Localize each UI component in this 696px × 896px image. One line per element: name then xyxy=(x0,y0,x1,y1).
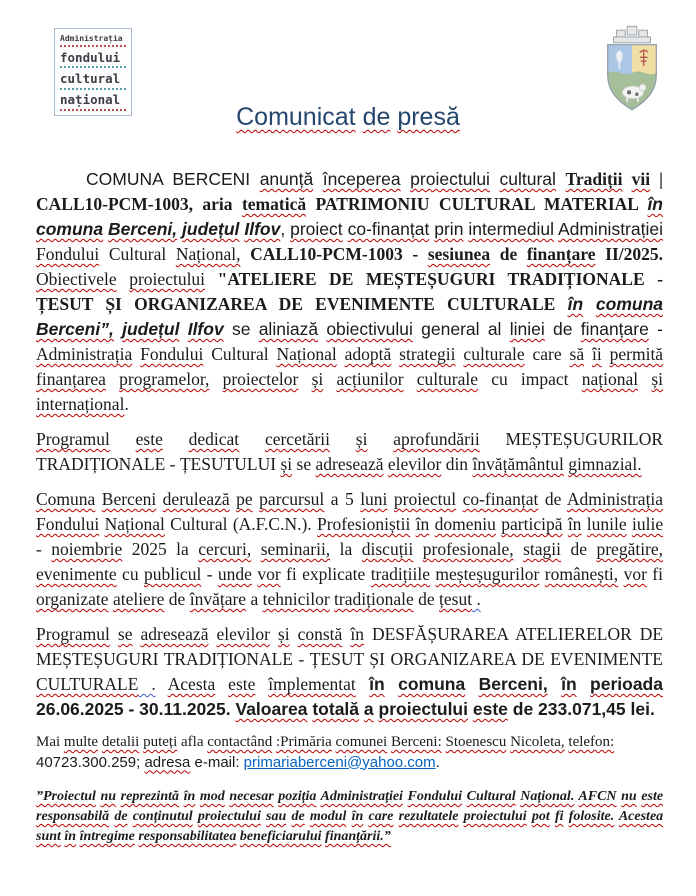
text-run: COMUNA BERCENI xyxy=(86,169,260,189)
text-run: în xyxy=(351,809,364,824)
text-run xyxy=(290,624,298,644)
text-run: cu impact xyxy=(477,369,582,389)
text-run xyxy=(117,269,130,289)
text-run: . xyxy=(124,394,129,414)
text-run xyxy=(602,344,610,364)
paragraph-valoare xyxy=(36,622,663,722)
text-run: țesut xyxy=(439,589,473,609)
text-run: proiectului xyxy=(378,699,468,719)
text-run: co-finanțat xyxy=(347,219,430,239)
text-run: care xyxy=(368,809,394,824)
text-run: în xyxy=(647,194,663,214)
text-run: este xyxy=(228,674,256,694)
text-run: organizate xyxy=(36,589,109,609)
text-run: meșteșugurilor xyxy=(435,564,540,584)
text-run xyxy=(413,539,422,559)
text-run: - xyxy=(201,564,218,584)
text-run: Cultural xyxy=(203,344,277,364)
text-run: Programul xyxy=(36,624,110,644)
text-run: Stoenescu xyxy=(445,734,507,750)
text-run xyxy=(114,319,122,339)
text-run: se xyxy=(117,624,133,644)
text-run xyxy=(179,319,187,339)
text-run: evenimente xyxy=(36,564,117,584)
text-run xyxy=(215,674,228,694)
text-run: Berceni: xyxy=(390,734,442,750)
text-run: - xyxy=(402,244,428,264)
text-run: adresează xyxy=(315,454,384,474)
text-run: Fondului xyxy=(407,789,463,804)
text-run: pe xyxy=(236,489,253,509)
text-run: seminarii, xyxy=(260,539,331,559)
text-run: județul xyxy=(122,319,180,339)
text-run xyxy=(270,624,278,644)
text-run: gimnazial. xyxy=(568,454,642,474)
text-run: totală xyxy=(312,699,360,719)
text-run: telefon: xyxy=(568,734,615,750)
text-run xyxy=(337,344,345,364)
text-run: profesionale, xyxy=(422,539,514,559)
text-run: de xyxy=(413,589,440,609)
text-run xyxy=(313,169,323,189)
text-run: modul xyxy=(309,809,347,824)
text-run: proiectului xyxy=(129,269,206,289)
text-run: de xyxy=(114,809,128,824)
text-run xyxy=(584,344,592,364)
text-run xyxy=(240,244,250,264)
text-run xyxy=(623,169,632,189)
afcn-logo-line: fondului xyxy=(60,52,126,69)
text-run: proiectul xyxy=(393,489,457,509)
text-run: învățământul xyxy=(472,454,564,474)
text-run: strategii xyxy=(399,344,456,364)
text-run xyxy=(385,674,398,694)
document-body xyxy=(36,167,663,857)
text-run: de xyxy=(561,539,597,559)
text-run: PATRIMONIU CULTURAL MATERIAL xyxy=(306,194,648,214)
text-run: liniei xyxy=(509,319,545,339)
afcn-logo-line: național xyxy=(60,94,126,111)
text-run xyxy=(638,369,651,389)
text-run xyxy=(391,344,399,364)
text-run: . xyxy=(472,589,481,609)
text-run: împlementat xyxy=(268,674,356,694)
afcn-logo-line: cultural xyxy=(60,73,126,90)
text-run: Berceni, xyxy=(478,674,548,694)
text-run: Nicoleta, xyxy=(510,734,565,750)
text-run xyxy=(577,674,590,694)
text-run: DESFĂȘURAREA ATELIERELOR DE MEȘTEȘUGURI TRADIȚIONALE - ȚESUT ȘI ORGANIZAREA DE EVENIMENTE xyxy=(36,624,664,669)
text-run: co-finanțat xyxy=(462,489,539,509)
text-run: Mai xyxy=(36,734,64,750)
text-run: învățare xyxy=(189,589,247,609)
text-run: fi xyxy=(554,809,564,824)
text-run: de xyxy=(544,319,581,339)
text-run: Comuna xyxy=(36,489,96,509)
text-run: a 5 xyxy=(324,489,361,509)
text-run: adoptă xyxy=(344,344,392,364)
text-run: general al xyxy=(412,319,510,339)
text-run: cu xyxy=(116,564,144,584)
text-run: a xyxy=(246,589,263,609)
text-run: la xyxy=(330,539,362,559)
text-run: vor xyxy=(257,564,281,584)
document-title xyxy=(0,103,696,132)
text-run: proiectului xyxy=(463,809,527,824)
paragraph-intro xyxy=(36,167,663,417)
text-run: Profesioniștii xyxy=(317,514,411,534)
text-run: puteți xyxy=(143,734,178,750)
text-run: în xyxy=(350,624,364,644)
text-run: Comunicat xyxy=(236,103,356,131)
text-run: Berceni xyxy=(101,489,157,509)
text-run xyxy=(110,624,118,644)
text-run: internațional xyxy=(36,394,125,414)
text-run: tehnicilor xyxy=(262,589,330,609)
text-run: comunei xyxy=(335,734,388,750)
text-run: permită xyxy=(609,344,664,364)
text-run: . xyxy=(435,753,440,771)
text-run: CALL10-PCM-1003 xyxy=(250,244,403,264)
text-run: unde xyxy=(217,564,252,584)
text-run xyxy=(465,674,478,694)
text-run xyxy=(163,429,189,449)
text-run: Acesta xyxy=(167,674,216,694)
text-run: CULTURALE xyxy=(36,674,139,694)
text-run: Cultural xyxy=(466,789,516,804)
text-run: 26.06.2025 - 30.11.2025. xyxy=(36,699,236,719)
text-run xyxy=(156,674,168,694)
text-run: vor xyxy=(623,564,647,584)
text-run: proiectului xyxy=(410,169,490,189)
text-run: . xyxy=(138,674,156,694)
text-run: culturale xyxy=(463,344,525,364)
text-run xyxy=(404,369,417,389)
text-run: intermediul xyxy=(468,219,554,239)
text-run: de xyxy=(291,809,305,824)
text-run xyxy=(356,674,369,694)
text-run: Fondului xyxy=(140,344,204,364)
text-run: național xyxy=(581,369,639,389)
text-run xyxy=(490,169,500,189)
text-run: necesar xyxy=(229,789,274,804)
text-run: e-mail: xyxy=(190,753,244,771)
text-run: românești, xyxy=(544,564,619,584)
text-run: Berceni”, xyxy=(36,319,114,339)
text-run: începerea xyxy=(322,169,401,189)
paragraph-derulare xyxy=(36,487,663,612)
text-run: și xyxy=(277,624,290,644)
text-run: mod xyxy=(199,789,225,804)
contact-paragraph xyxy=(36,732,663,773)
text-run: folosite. xyxy=(568,809,615,824)
text-run: Administrației xyxy=(320,789,403,804)
text-run: îi xyxy=(592,344,602,364)
text-run: domeniu xyxy=(434,514,496,534)
text-run: Național xyxy=(104,514,165,534)
text-run: și xyxy=(651,369,664,389)
text-run xyxy=(205,269,218,289)
text-run: finanțare xyxy=(526,244,596,264)
text-run: în xyxy=(567,294,584,314)
text-run: conținutul xyxy=(132,809,193,824)
text-run: să xyxy=(569,344,585,364)
text-run: în xyxy=(561,674,577,694)
text-run: Cultural xyxy=(99,244,176,264)
text-run: noiembrie xyxy=(51,539,123,559)
text-run: "ATELIERE DE MEȘTEȘUGURI TRADIȚIONALE - ȚESUT ȘI ORGANIZAREA DE EVENIMENTE CULTURALE xyxy=(36,269,664,314)
text-run: publicul xyxy=(143,564,202,584)
text-run xyxy=(132,344,140,364)
text-run: în xyxy=(64,829,77,844)
text-run: rezultatele xyxy=(398,809,459,824)
text-run xyxy=(401,169,411,189)
text-run: Tradiții xyxy=(565,169,623,189)
text-run: - xyxy=(648,319,663,339)
text-run: în xyxy=(369,674,385,694)
text-run: participă xyxy=(501,514,563,534)
text-run: a xyxy=(363,699,374,719)
text-run: de 233.071,45 lei. xyxy=(507,699,655,719)
text-run: Berceni, xyxy=(108,219,178,239)
text-run: Național xyxy=(276,344,337,364)
text-run: Acestea xyxy=(618,809,664,824)
text-run: multe xyxy=(63,734,99,750)
text-run: și xyxy=(355,429,368,449)
coat-of-arms-icon xyxy=(598,24,666,114)
text-run: proiectelor xyxy=(222,369,299,389)
text-run: Ilfov xyxy=(187,319,224,339)
text-run: stagii xyxy=(523,539,562,559)
text-run: beneficiarului xyxy=(239,829,322,844)
text-run: 40723.300.259; xyxy=(36,753,145,771)
text-run: nu xyxy=(100,789,117,804)
text-run: nu xyxy=(621,789,637,804)
text-run: Valoarea xyxy=(235,699,308,719)
text-run: lunile xyxy=(586,514,627,534)
text-run: Național, xyxy=(175,244,241,264)
text-run: de xyxy=(362,103,391,131)
text-run: sau xyxy=(266,809,287,824)
text-run: este xyxy=(641,789,664,804)
text-run: presă xyxy=(397,103,460,131)
text-run: sesiunea xyxy=(427,244,491,264)
text-run: reprezintă xyxy=(120,789,179,804)
text-run: discuții xyxy=(361,539,414,559)
text-run: Programul xyxy=(36,429,110,449)
text-run xyxy=(255,674,268,694)
text-run: sunt xyxy=(36,829,61,844)
text-run: afla xyxy=(177,734,208,750)
text-run: luni xyxy=(360,489,388,509)
text-run: cultural xyxy=(499,169,556,189)
text-run: cercuri, xyxy=(198,539,252,559)
text-run: Administrația xyxy=(566,489,664,509)
text-run: Cultural (A.F.C.N.). xyxy=(164,514,317,534)
text-run: de xyxy=(490,244,527,264)
text-run: finanțarea xyxy=(36,369,106,389)
text-run: Ilfov xyxy=(244,219,281,239)
text-run: responsabilă xyxy=(36,809,110,824)
text-run: se xyxy=(223,319,259,339)
text-run xyxy=(367,429,393,449)
text-run: tradiționale xyxy=(334,589,414,609)
text-run: perioada xyxy=(590,674,663,694)
text-run: parcursul xyxy=(259,489,325,509)
text-run: - xyxy=(36,539,52,559)
afcn-logo-line: Administrația xyxy=(60,35,126,47)
text-run: adresa xyxy=(144,753,191,771)
text-run: tradițiile xyxy=(370,564,430,584)
text-run xyxy=(251,539,260,559)
text-run: CALL10-PCM-1003, aria xyxy=(36,194,242,214)
text-run: :Primăria xyxy=(275,734,332,750)
text-run: se xyxy=(292,454,316,474)
text-run: obiectivului xyxy=(326,319,413,339)
text-run: aliniază xyxy=(258,319,319,339)
text-run: elevilor xyxy=(387,454,442,474)
text-run xyxy=(106,369,119,389)
text-run: proiect xyxy=(290,219,343,239)
text-run: pot xyxy=(531,809,550,824)
text-run: constă xyxy=(297,624,343,644)
text-run xyxy=(583,294,596,314)
text-run: în xyxy=(415,514,430,534)
text-run: aprofundării xyxy=(393,429,480,449)
text-run: anunță xyxy=(259,169,314,189)
text-run: proiectului xyxy=(197,809,261,824)
text-run: ”Proiectul xyxy=(36,789,96,804)
text-run: , xyxy=(280,219,291,239)
text-run: adresează xyxy=(140,624,209,644)
text-run: județul xyxy=(182,219,240,239)
text-run: și xyxy=(280,454,293,474)
text-run: prin xyxy=(434,219,464,239)
text-run: | xyxy=(650,169,663,189)
text-run xyxy=(209,369,222,389)
text-run: 2025 la xyxy=(122,539,199,559)
text-run: finanțare xyxy=(580,319,649,339)
text-run: din xyxy=(441,454,473,474)
text-run xyxy=(239,429,265,449)
text-run: Fondului xyxy=(36,514,100,534)
text-run: iulie xyxy=(631,514,664,534)
text-run: fi explicate xyxy=(280,564,371,584)
text-run: AFCN xyxy=(578,789,617,804)
text-run: pregătire, xyxy=(596,539,664,559)
text-run: Fondului xyxy=(36,244,100,264)
text-run: derulează xyxy=(162,489,230,509)
text-run: responsabilitatea xyxy=(138,829,237,844)
text-run: programelor, xyxy=(119,369,210,389)
text-run: II/2025. xyxy=(595,244,664,264)
text-run xyxy=(330,429,356,449)
text-run xyxy=(548,674,561,694)
text-run: detalii xyxy=(101,734,140,750)
text-run: în xyxy=(183,789,196,804)
text-run: comuna xyxy=(36,219,104,239)
text-run: care xyxy=(524,344,570,364)
text-run: este xyxy=(472,699,508,719)
text-run: vii xyxy=(631,169,651,189)
text-run: de xyxy=(538,489,567,509)
text-run: și xyxy=(311,369,324,389)
text-run: cercetării xyxy=(264,429,331,449)
text-run xyxy=(298,369,311,389)
text-run xyxy=(323,369,336,389)
text-run: acțiunilor xyxy=(336,369,404,389)
text-run: comuna xyxy=(595,294,663,314)
text-run: de xyxy=(164,589,190,609)
text-run: întregime xyxy=(79,829,135,844)
text-run: comuna xyxy=(398,674,466,694)
text-run: contactând xyxy=(207,734,273,750)
text-run: poziția xyxy=(278,789,317,804)
text-run: Administrației xyxy=(557,219,663,239)
text-run: ateliere xyxy=(112,589,165,609)
text-run: dedicat xyxy=(188,429,240,449)
text-run: tematică xyxy=(241,194,307,214)
footer-disclaimer xyxy=(36,787,663,847)
text-run: este xyxy=(135,429,163,449)
text-run: finanțării.” xyxy=(325,829,391,844)
paragraph-program xyxy=(36,427,663,477)
text-run: elevilor xyxy=(216,624,270,644)
text-run: Obiectivele xyxy=(36,269,117,289)
email-link[interactable]: primariaberceni@yahoo.com xyxy=(243,753,436,771)
text-run: fi xyxy=(646,564,663,584)
text-run xyxy=(356,103,363,131)
text-run: Național. xyxy=(520,789,575,804)
text-run: Administrația xyxy=(36,344,133,364)
text-run: culturale xyxy=(416,369,478,389)
text-run: în xyxy=(567,514,582,534)
text-run: MEȘTEȘUGURILOR TRADIȚIONALE - ȚESUTULUI xyxy=(36,429,664,474)
text-run xyxy=(110,429,136,449)
text-run xyxy=(514,539,523,559)
